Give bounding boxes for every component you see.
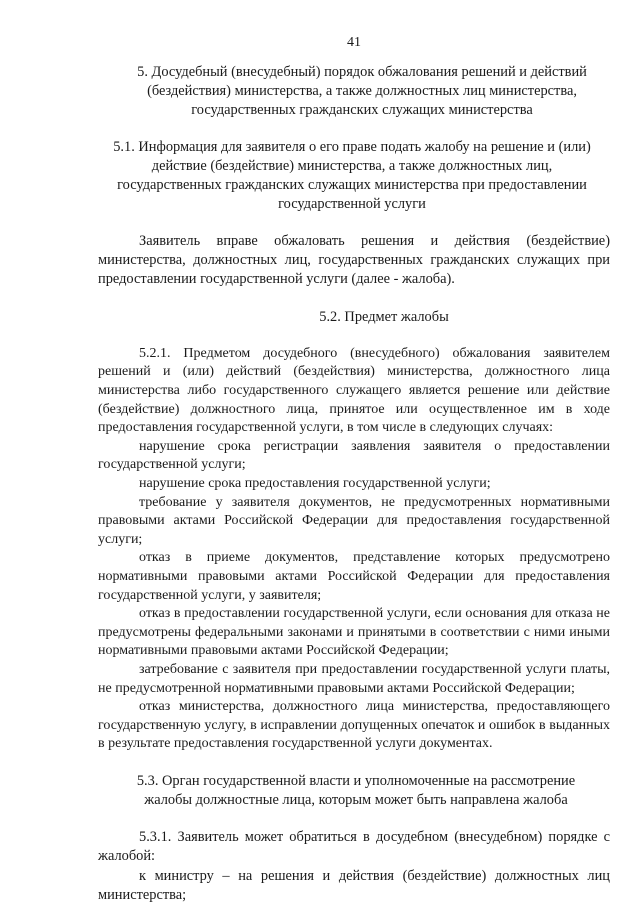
- case-service-deadline: нарушение срока предоставления государственной услуги;: [139, 475, 491, 491]
- section-5-title: 5. Досудебный (внесудебный) порядок обжалования решений и действий (бездействия) министерства, а также должностных лиц министерства, государственных гражданских служащих министерства: [137, 63, 587, 118]
- section-5-1-title: 5.1. Информация для заявителя о его праве подать жалобу на решение и (или) действие (бездействие) министерства, а также должностных лиц, государственных гражданских служащих министерства при предоставлении государственной услуги: [113, 138, 591, 212]
- case-service-refusal: отказ в предоставлении государственной услуги, если основания для отказа не предусмотрены федеральными законами и принятыми в соответствии с ними иными нормативными правовыми актами Российской Федерации;: [98, 606, 610, 659]
- case-document-refusal: отказ в приеме документов, представление которых предусмотрено нормативными правовыми актами Российской Федерации для предоставления государственной услуги, у заявителя;: [98, 550, 610, 603]
- section-5-3-title: 5.3. Орган государственной власти и уполномоченные на рассмотрение жалобы должностные лица, которым может быть направлена жалоба: [136, 772, 576, 808]
- case-fee-demand: затребование с заявителя при предоставлении государственной услуги платы, не предусмотренной нормативными правовыми актами Российской Федерации;: [98, 661, 610, 696]
- case-correction-refusal: отказ министерства, должностного лица министерства, предоставляющего государственную услугу, в исправлении допущенных опечаток и ошибок в выданных в результате предоставления государственной услуги документах.: [98, 699, 610, 752]
- section-5-2-title: 5.2. Предмет жалобы: [319, 308, 449, 325]
- minister-complaint-paragraph: к министру – на решения и действия (бездействие) должностных лиц министерства;: [98, 867, 610, 904]
- case-extra-documents: требование у заявителя документов, не предусмотренных нормативными правовыми актами Российской Федерации для предоставления государственной услуги;: [98, 494, 610, 547]
- section-5-2-1-paragraph: 5.2.1. Предметом досудебного (внесудебного) обжалования заявителем решений и (или) действий (бездействия) министерства, должностного лица министерства либо государственного служащего является решение или действие (бездействие) должностного лица, принятое или осуществленное им в ходе предоставления государственной услуги, в том числе в следующих случаях:: [98, 345, 610, 436]
- section-5-3-1-paragraph: 5.3.1. Заявитель может обратиться в досудебном (внесудебном) порядке с жалобой:: [98, 828, 610, 865]
- page-number: 41: [347, 35, 361, 50]
- section-5-1-text: Заявитель вправе обжаловать решения и действия (бездействие) министерства, должностных лиц, государственных гражданских служащих при предоставлении государственной услуги (далее - жалоба).: [98, 232, 610, 288]
- case-registration-deadline: нарушение срока регистрации заявления заявителя о предоставлении государственной услуги;: [98, 438, 610, 473]
